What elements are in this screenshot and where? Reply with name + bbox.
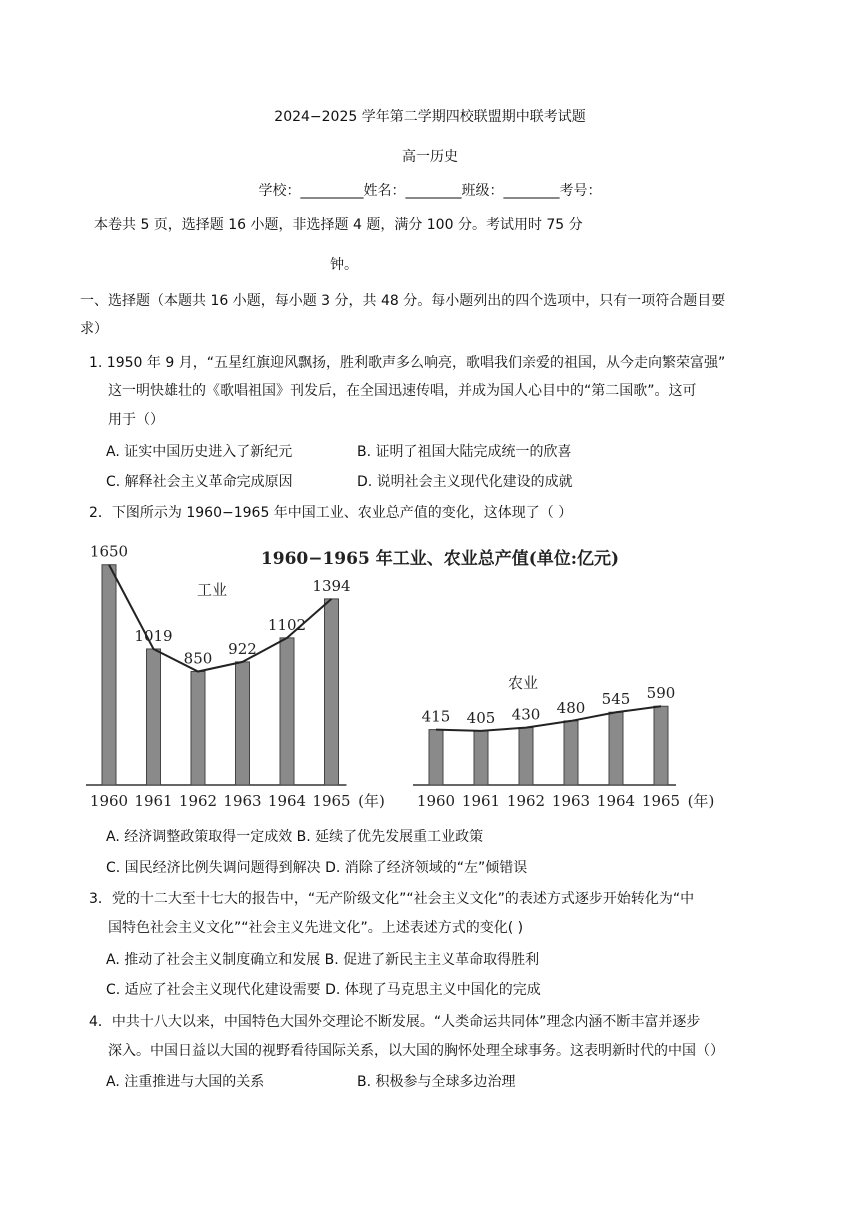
tick-label: 1961 — [134, 792, 173, 810]
bar — [429, 730, 443, 785]
bar — [474, 731, 488, 785]
subject-title: 高一历史 — [402, 149, 458, 165]
q3-option-cd: C. 适应了社会主义现代化建设需要 D. 体现了马克思主义中国化的完成 — [106, 982, 541, 998]
tick-label: 1961 — [461, 792, 501, 810]
question-text-line: 这一明快雄壮的《歌唱祖国》刊发后，在全国迅速传唱，并成为国人心目中的“第二国歌”。这可 — [108, 383, 697, 399]
data-label: 430 — [511, 705, 541, 724]
data-label: 1102 — [267, 615, 307, 634]
question-text-line: 3．党的十二大至十七大的报告中，“无产阶级文化”“社会主义文化”的表述方式逐步开始转化为“中 — [89, 891, 695, 907]
option-d: D. 说明社会主义现代化建设的成就 — [357, 474, 573, 490]
data-label: 480 — [556, 698, 586, 717]
question-text-line: 1. 1950 年 9 月，“五星红旗迎风飘扬，胜利歌声多么响亮，歌唱我们亲爱的祖国，从今走向繁荣富强” — [89, 355, 726, 371]
tick-label: 1960 — [416, 792, 456, 810]
bar — [564, 721, 578, 785]
option-c: C. 解释社会主义革命完成原因 — [106, 474, 293, 490]
question-text-line: 2．下图所示为 1960−1965 年中国工业、农业总产值的变化，这体现了（ ） — [89, 505, 573, 521]
tick-label: 1962 — [506, 792, 546, 810]
bar — [325, 599, 339, 785]
bar — [236, 662, 250, 785]
data-label: 922 — [228, 639, 257, 658]
question-text-line: 国特色社会主义文化”“社会主义先进文化”。上述表述方式的变化( ) — [108, 920, 524, 936]
question-text-line: 用于（） — [108, 412, 164, 428]
data-label: 415 — [421, 707, 451, 726]
tick-label: 1960 — [89, 792, 129, 810]
panel-label: 工业 — [196, 581, 228, 599]
student-info-fields: 学校：_________姓名：________班级：________考号： — [258, 183, 602, 199]
bar — [102, 565, 116, 785]
axis-unit-label: (年) — [687, 792, 715, 810]
bar — [191, 672, 205, 785]
data-label: 405 — [466, 708, 496, 727]
exam-note-line2: 钟。 — [330, 257, 358, 273]
question-text-line: 4．中共十八大以来，中国特色大国外交理论不断发展。“人类命运共同体”理念内涵不断丰富并逐步 — [89, 1014, 701, 1030]
bar — [519, 728, 533, 785]
chart-panel-agriculture — [413, 674, 714, 810]
chart-panel-industry — [86, 543, 385, 810]
chart-title: 1960−1965 年工业、农业总产值(单位:亿元) — [260, 549, 620, 569]
section-heading-line1: 一、选择题（本题共 16 小题，每小题 3 分，共 48 分。每小题列出的四个选项中，只有一项符合题目要 — [80, 293, 726, 309]
data-label: 1650 — [89, 542, 129, 561]
production-chart — [80, 540, 780, 820]
tick-label: 1963 — [223, 792, 262, 810]
bar — [609, 712, 623, 785]
tick-label: 1964 — [596, 792, 636, 810]
option-b: B. 证明了祖国大陆完成统一的欣喜 — [357, 444, 572, 460]
data-label: 545 — [601, 690, 631, 709]
question-text-line: 深入。中国日益以大国的视野看待国际关系，以大国的胸怀处理全球事务。这表明新时代的中国（） — [108, 1043, 724, 1059]
q2-option-ab: A. 经济调整政策取得一定成效 B. 延续了优先发展重工业政策 — [106, 829, 484, 845]
data-label: 590 — [646, 684, 676, 703]
bar — [280, 638, 294, 785]
q2-option-cd: C. 国民经济比例失调问题得到解决 D. 消除了经济领域的“左”倾错误 — [106, 860, 528, 876]
exam-title: 2024−2025 学年第二学期四校联盟期中联考试题 — [274, 109, 586, 125]
option-a: A. 证实中国历史进入了新纪元 — [106, 444, 293, 460]
tick-label: 1965 — [312, 792, 351, 810]
tick-label: 1965 — [641, 792, 681, 810]
option-b: B. 积极参与全球多边治理 — [357, 1074, 516, 1090]
bar — [147, 649, 161, 785]
exam-note-line1: 本卷共 5 页，选择题 16 小题，非选择题 4 题，满分 100 分。考试用时 75 分 — [94, 217, 583, 233]
option-a: A. 注重推进与大国的关系 — [106, 1074, 265, 1090]
data-label: 850 — [183, 649, 213, 668]
tick-label: 1962 — [178, 792, 218, 810]
bar — [654, 706, 668, 785]
q3-option-ab: A. 推动了社会主义制度确立和发展 B. 促进了新民主主义革命取得胜利 — [106, 952, 540, 968]
axis-unit-label: (年) — [358, 792, 385, 810]
tick-label: 1964 — [267, 792, 307, 810]
data-label: 1019 — [134, 626, 173, 645]
section-heading-line2: 求） — [80, 321, 108, 337]
data-label: 1394 — [312, 576, 351, 595]
panel-label: 农业 — [507, 674, 539, 692]
tick-label: 1963 — [551, 792, 591, 810]
